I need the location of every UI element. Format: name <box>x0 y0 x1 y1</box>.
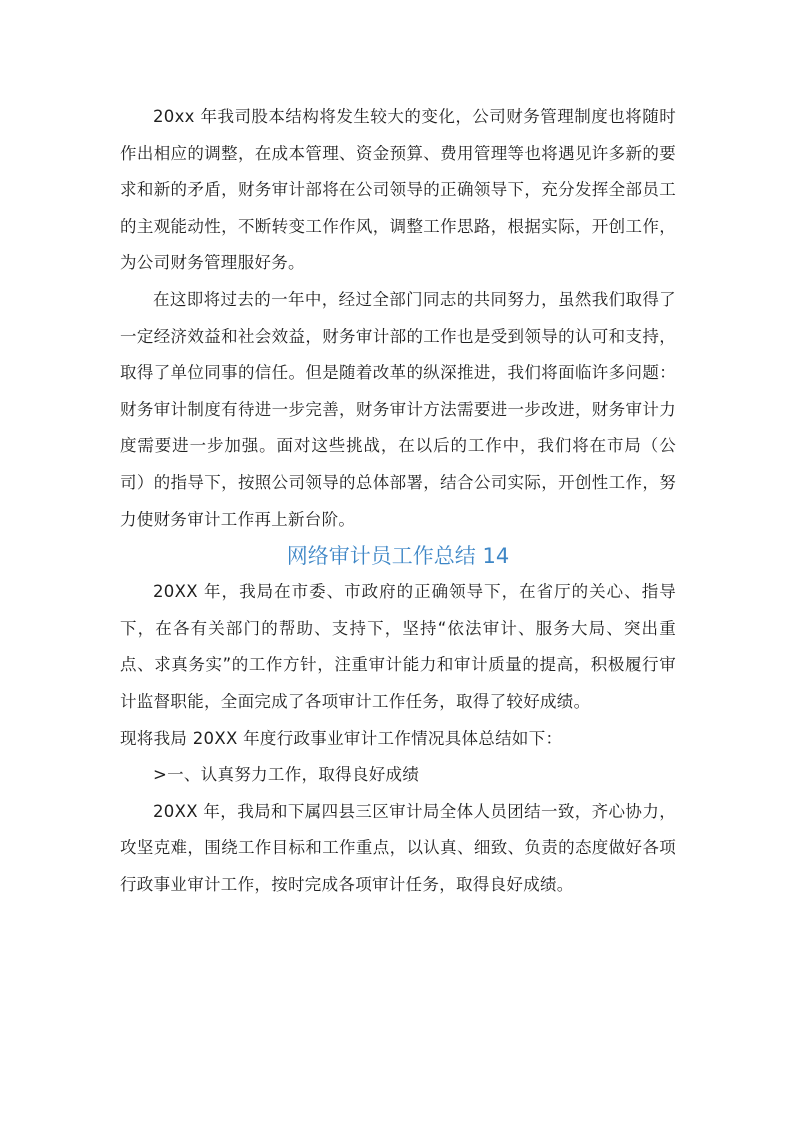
paragraph-4: 现将我局 20XX 年度行政事业审计工作情况具体总结如下： <box>120 728 563 748</box>
paragraph-5: 20XX 年，我局和下属四县三区审计局全体人员团结一致，齐心协力，攻坚克难，围绕工作目标和工作重点，以认真、细致、负责的态度做好各项行政事业审计工作，按时完成各项审计任务，取得良好成绩。 <box>120 801 676 894</box>
document-page <box>120 99 676 903</box>
subheading: >一、认真努力工作，取得良好成绩 <box>153 765 420 785</box>
paragraph-1: 20xx 年我司股本结构将发生较大的变化，公司财务管理制度也将随时作出相应的调整，在成本管理、资金预算、费用管理等也将遇见许多新的要求和新的矛盾，财务审计部将在公司领导的正确领导下，充分发挥全部员工的主观能动性，不断转变工作作风，调整工作思路，根据实际，开创工作，为公司财务管理服好务。 <box>120 107 676 273</box>
paragraph-2: 在这即将过去的一年中，经过全部门同志的共同努力，虽然我们取得了一定经济效益和社会效益，财务审计部的工作也是受到领导的认可和支持，取得了单位同事的信任。但是随着改革的纵深推进，我们将面临许多问题：财务审计制度有待进一步完善，财务审计方法需要进一步改进，财务审计力度需要进一步加强。面对这些挑战，在以后的工作中，我们将在市局（公司）的指导下，按照公司领导的总体部署，结合公司实际，开创性工作，努力使财务审计工作再上新台阶。 <box>120 289 676 529</box>
paragraph-3: 20XX 年，我局在市委、市政府的正确领导下，在省厅的关心、指导下，在各有关部门的帮助、支持下，坚持“依法审计、服务大局、突出重点、求真务实”的工作方针，注重审计能力和审计质量的提高，积极履行审计监督职能，全面完成了各项审计工作任务，取得了较好成绩。 <box>120 582 676 711</box>
section-title: 网络审计员工作总结 14 <box>286 544 510 569</box>
